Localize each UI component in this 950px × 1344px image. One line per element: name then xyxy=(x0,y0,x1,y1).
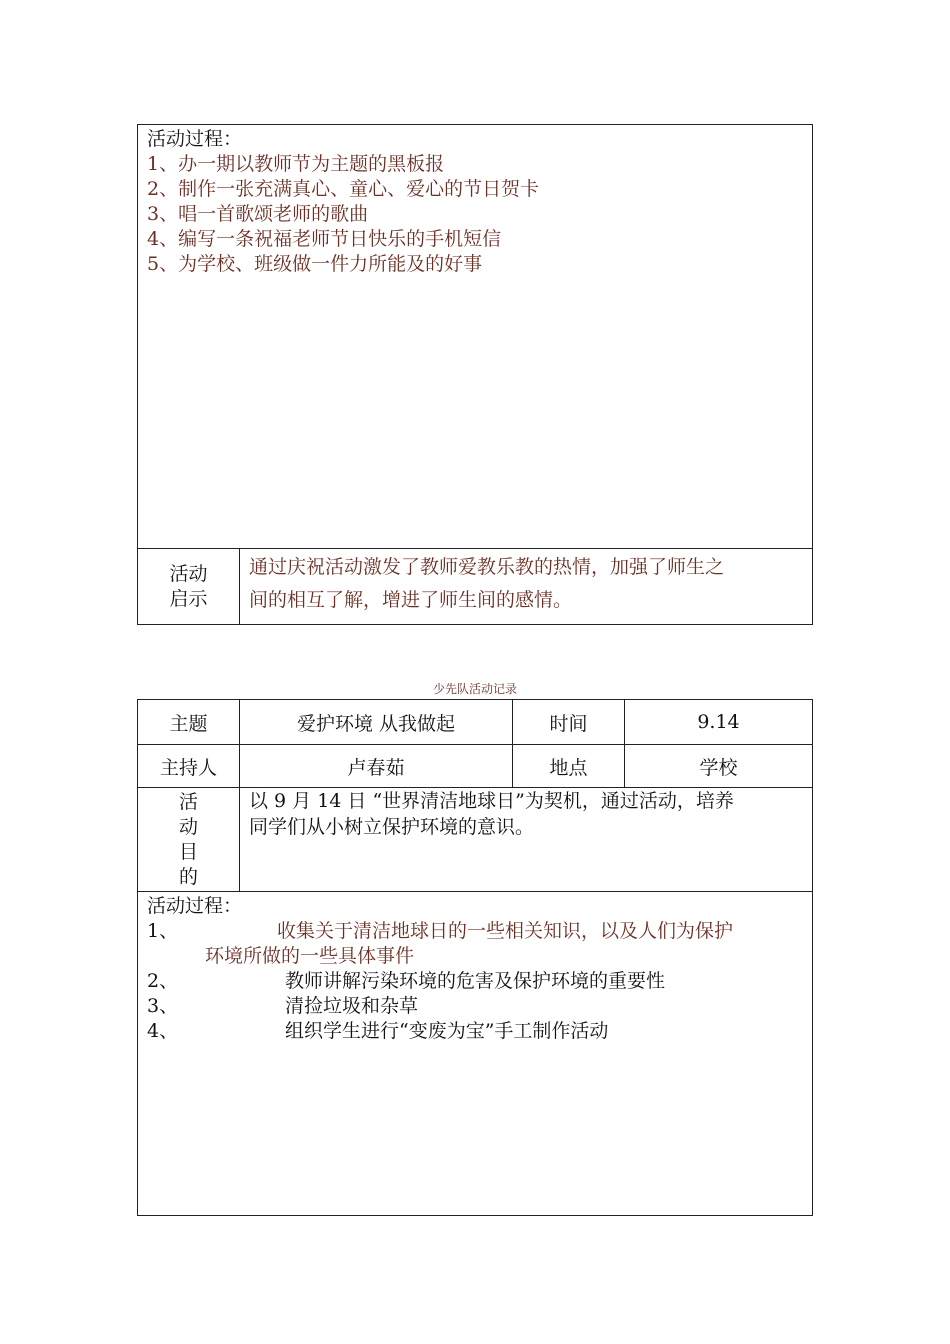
insight-row xyxy=(138,549,812,624)
process-cell xyxy=(138,892,812,1044)
insight-text-cell xyxy=(239,549,812,624)
process-row xyxy=(138,125,812,549)
item-number: 2、 xyxy=(147,970,179,992)
item-number: 1、 xyxy=(147,920,179,942)
host-row xyxy=(138,745,812,788)
process-label: 活动过程： xyxy=(147,128,243,150)
time-value: 9.14 xyxy=(624,700,812,744)
time-label: 时间 xyxy=(512,700,624,744)
process-item xyxy=(147,969,812,994)
theme-label: 主题 xyxy=(169,712,208,735)
insight-label-cell xyxy=(138,549,239,624)
theme-row xyxy=(138,700,812,745)
item-text-continued: 环境所做的一些具体事件 xyxy=(205,945,415,967)
theme-value: 爱护环境 从我做起 xyxy=(239,700,512,744)
host-value: 卢春茹 xyxy=(239,745,512,787)
item-text: 清捡垃圾和杂草 xyxy=(285,995,419,1017)
insight-text: 间的相互了解，增进了师生间的感情。 xyxy=(249,589,573,611)
activity-record-table-1 xyxy=(137,124,813,625)
process-item: 3、唱一首歌颂老师的歌曲 xyxy=(147,203,369,225)
place-label: 地点 xyxy=(512,745,624,787)
process-item: 5、为学校、班级做一件力所能及的好事 xyxy=(147,253,483,275)
insight-label: 活动 xyxy=(169,562,208,585)
place-value: 学校 xyxy=(624,745,812,787)
purpose-text: 同学们从小树立保护环境的意识。 xyxy=(249,816,535,838)
purpose-label-char: 活 xyxy=(178,790,198,813)
record-caption: 少先队活动记录 xyxy=(432,682,517,696)
purpose-label-char: 目 xyxy=(178,840,198,863)
item-text: 教师讲解污染环境的危害及保护环境的重要性 xyxy=(285,970,666,992)
item-number: 4、 xyxy=(147,1020,179,1042)
purpose-text-cell xyxy=(239,788,812,891)
process-cell xyxy=(138,125,812,277)
purpose-label-cell xyxy=(138,788,239,891)
process-item: 2、制作一张充满真心、童心、爱心的节日贺卡 xyxy=(147,178,540,200)
process-row xyxy=(138,892,812,1215)
activity-record-table-2 xyxy=(137,699,813,1216)
item-text: 收集关于清洁地球日的一些相关知识，以及人们为保护 xyxy=(277,920,734,942)
purpose-label-char: 动 xyxy=(178,815,198,838)
purpose-row xyxy=(138,788,812,892)
insight-label: 启示 xyxy=(169,587,208,610)
process-item xyxy=(147,919,812,944)
host-label: 主持人 xyxy=(159,756,217,779)
process-label: 活动过程： xyxy=(147,895,243,917)
process-item xyxy=(147,994,812,1019)
process-item xyxy=(147,1019,812,1044)
purpose-label-char: 的 xyxy=(178,865,198,888)
process-item: 1、办一期以教师节为主题的黑板报 xyxy=(147,153,445,175)
insight-text: 通过庆祝活动激发了教师爱教乐教的热情，加强了师生之 xyxy=(249,556,725,578)
item-number: 3、 xyxy=(147,995,179,1017)
process-item: 4、编写一条祝福老师节日快乐的手机短信 xyxy=(147,228,502,250)
item-text: 组织学生进行“变废为宝”手工制作活动 xyxy=(285,1020,609,1042)
purpose-text: 以 9 月 14 日 “世界清洁地球日”为契机，通过活动，培养 xyxy=(249,790,734,812)
